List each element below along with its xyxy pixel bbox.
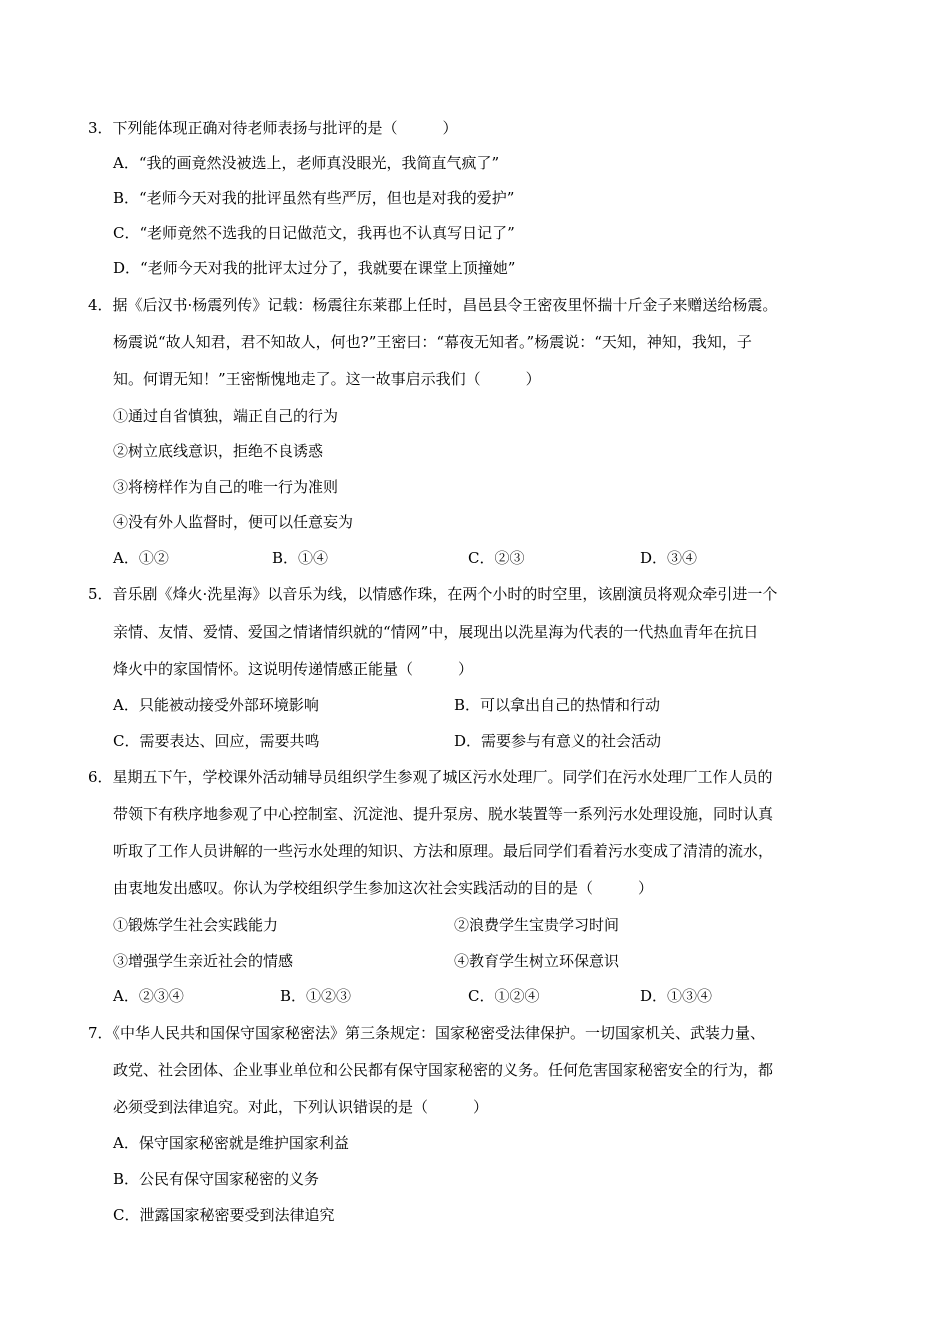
question-4-statement-2: ②树立底线意识，拒绝不良诱惑 <box>113 442 324 460</box>
question-7-option-c: C．泄露国家秘密要受到法律追究 <box>113 1206 335 1224</box>
question-4-choice-a: A．①② <box>113 549 169 567</box>
question-6-statement-4: ④教育学生树立环保意识 <box>454 952 620 970</box>
question-6-choice-a: A．②③④ <box>113 987 184 1005</box>
question-4-choice-d: D．③④ <box>640 549 698 567</box>
question-3-option-b: B．“老师今天对我的批评虽然有些严厉，但也是对我的爱护” <box>113 189 515 207</box>
question-6-stem-line-2: 带领下有秩序地参观了中心控制室、沉淀池、提升泵房、脱水装置等一系列污水处理设施，同时认真 <box>113 805 774 823</box>
question-4-stem-line-3: 知。何谓无知！”王密惭愧地走了。这一故事启示我们（ ） <box>113 370 541 388</box>
question-7-stem-line-1: 7．《中华人民共和国保守国家秘密法》第三条规定：国家秘密受法律保护。一切国家机关、武装力量、 <box>88 1024 766 1042</box>
question-4-statement-3: ③将榜样作为自己的唯一行为准则 <box>113 478 339 496</box>
question-5-stem-line-3: 烽火中的家国情怀。这说明传递情感正能量（ ） <box>113 660 474 678</box>
question-5-option-a: A．只能被动接受外部环境影响 <box>113 696 319 714</box>
question-7-option-b: B．公民有保守国家秘密的义务 <box>113 1170 320 1188</box>
question-6-choice-c: C．①②④ <box>468 987 540 1005</box>
question-3-option-c: C．“老师竟然不选我的日记做范文，我再也不认真写日记了” <box>113 224 515 242</box>
question-5-stem-line-2: 亲情、友情、爱情、爱国之情诸情织就的“情网”中，展现出以洗星海为代表的一代热血青年在抗日 <box>113 623 759 641</box>
question-4-choice-b: B．①④ <box>272 549 329 567</box>
question-6-statement-1: ①锻炼学生社会实践能力 <box>113 916 279 934</box>
question-4-stem-line-1: 4．据《后汉书·杨震列传》记载：杨震往东莱郡上任时，昌邑县令王密夜里怀揣十斤金子来赠送给杨震。 <box>88 296 778 314</box>
question-6-stem-line-3: 听取了工作人员讲解的一些污水处理的知识、方法和原理。最后同学们看着污水变成了清清的流水， <box>113 842 774 860</box>
question-3-stem: 3．下列能体现正确对待老师表扬与批评的是（ ） <box>88 119 458 137</box>
question-5-stem-line-1: 5．音乐剧《烽火·洗星海》以音乐为线，以情感作珠，在两个小时的时空里，该剧演员将观众牵引进一个 <box>88 585 778 603</box>
question-7-stem-line-2: 政党、社会团体、企业事业单位和公民都有保守国家秘密的义务。任何危害国家秘密安全的行为，都 <box>113 1061 774 1079</box>
question-4-choice-c: C．②③ <box>468 549 525 567</box>
question-6-statement-3: ③增强学生亲近社会的情感 <box>113 952 294 970</box>
question-6-statement-2: ②浪费学生宝贵学习时间 <box>454 916 620 934</box>
question-6-choice-b: B．①②③ <box>280 987 352 1005</box>
question-4-stem-line-2: 杨震说“故人知君，君不知故人，何也?”王密曰：“幕夜无知者。”杨震说：“天知，神知，我知，子 <box>113 333 752 351</box>
question-3-option-d: D．“老师今天对我的批评太过分了，我就要在课堂上顶撞她” <box>113 259 516 277</box>
question-5-option-d: D．需要参与有意义的社会活动 <box>454 732 662 750</box>
question-6-stem-line-4: 由衷地发出感叹。你认为学校组织学生参加这次社会实践活动的目的是（ ） <box>113 879 654 897</box>
question-4-statement-4: ④没有外人监督时，便可以任意妄为 <box>113 513 354 531</box>
question-5-option-b: B．可以拿出自己的热情和行动 <box>454 696 661 714</box>
question-5-option-c: C．需要表达、回应，需要共鸣 <box>113 732 320 750</box>
question-6-stem-line-1: 6．星期五下午，学校课外活动辅导员组织学生参观了城区污水处理厂。同学们在污水处理厂工作人员的 <box>88 768 773 786</box>
question-7-stem-line-3: 必须受到法律追究。对此，下列认识错误的是（ ） <box>113 1098 489 1116</box>
question-4-statement-1: ①通过自省慎独，端正自己的行为 <box>113 407 339 425</box>
question-7-option-a: A．保守国家秘密就是维护国家利益 <box>113 1134 349 1152</box>
question-3-option-a: A．“我的画竟然没被选上，老师真没眼光，我简直气疯了” <box>113 154 500 172</box>
question-6-choice-d: D．①③④ <box>640 987 713 1005</box>
